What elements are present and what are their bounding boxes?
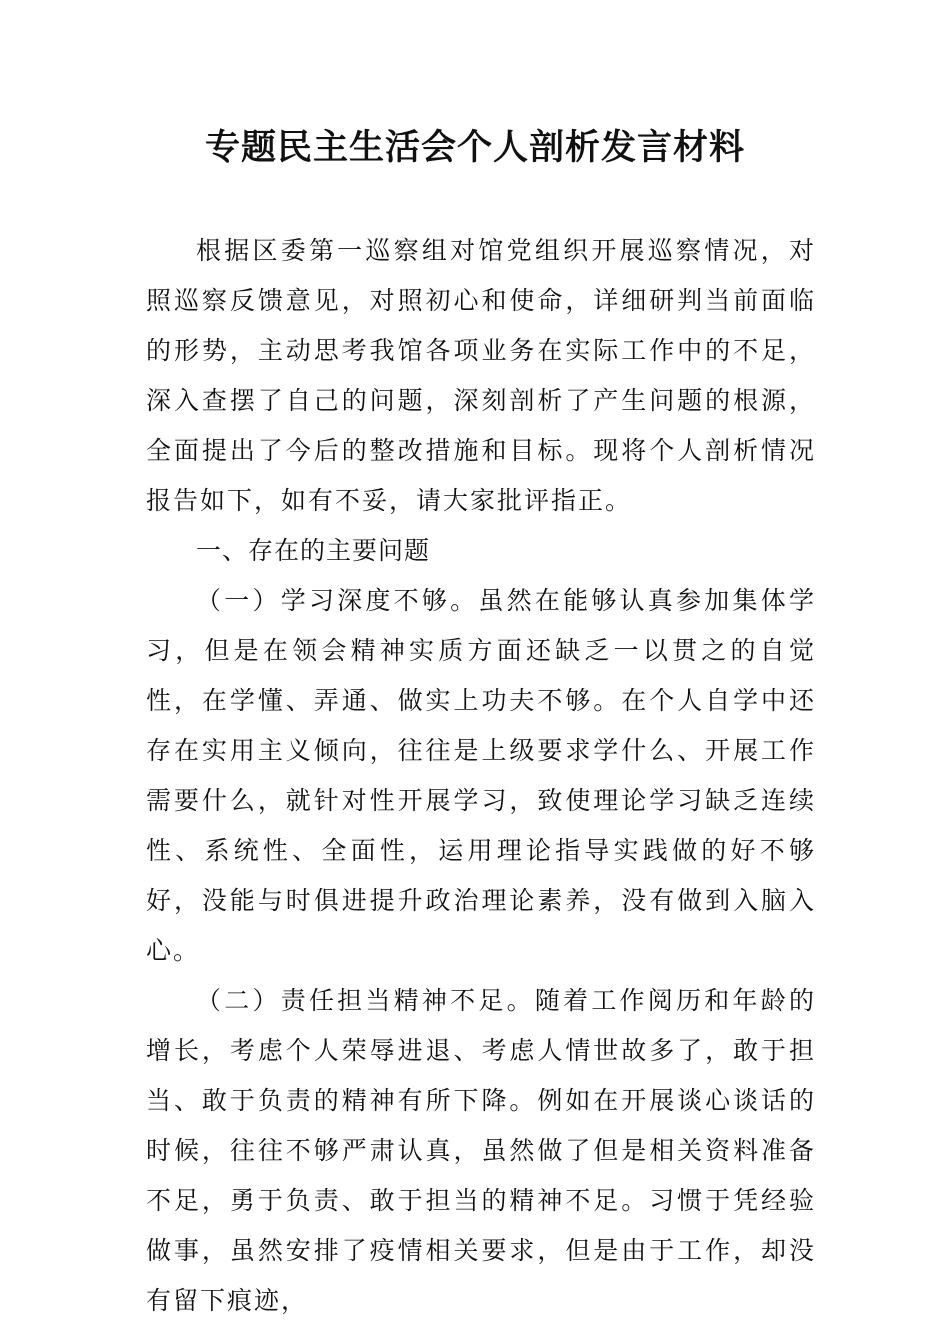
problem-item-1: （一）学习深度不够。虽然在能够认真参加集体学习，但是在领会精神实质方面还缺乏一以贯之的自觉性，在学懂、弄通、做实上功夫不够。在个人自学中还存在实用主义倾向，往往是上级要求学什么、开展工作需要什么，就针对性开展学习，致使理论学习缺乏连续性、系统性、全面性，运用理论指导实践做的好不够好，没能与时俱进提升政治理论素养，没有做到入脑入心。 xyxy=(146,586,816,965)
problem-item-2: （二）责任担当精神不足。随着工作阅历和年龄的增长，考虑个人荣辱进退、考虑人情世故多了，敢于担当、敢于负责的精神有所下降。例如在开展谈心谈话的时候，往往不够严肃认真，虽然做了但是相关资料准备不足，勇于负责、敢于担当的精神不足。习惯于凭经验做事，虽然安排了疫情相关要求，但是由于工作，却没有留下痕迹， xyxy=(146,986,816,1315)
document-body xyxy=(146,226,816,1326)
intro-paragraph: 根据区委第一巡察组对馆党组织开展巡察情况，对照巡察反馈意见，对照初心和使命，详细研判当前面临的形势，主动思考我馆各项业务在实际工作中的不足，深入查摆了自己的问题，深刻剖析了产生问题的根源，全面提出了今后的整改措施和目标。现将个人剖析情况报告如下，如有不妥，请大家批评指正。 xyxy=(146,236,816,515)
document-title: 专题民主生活会个人剖析发言材料 xyxy=(204,127,745,168)
section-heading: 一、存在的主要问题 xyxy=(196,536,431,565)
